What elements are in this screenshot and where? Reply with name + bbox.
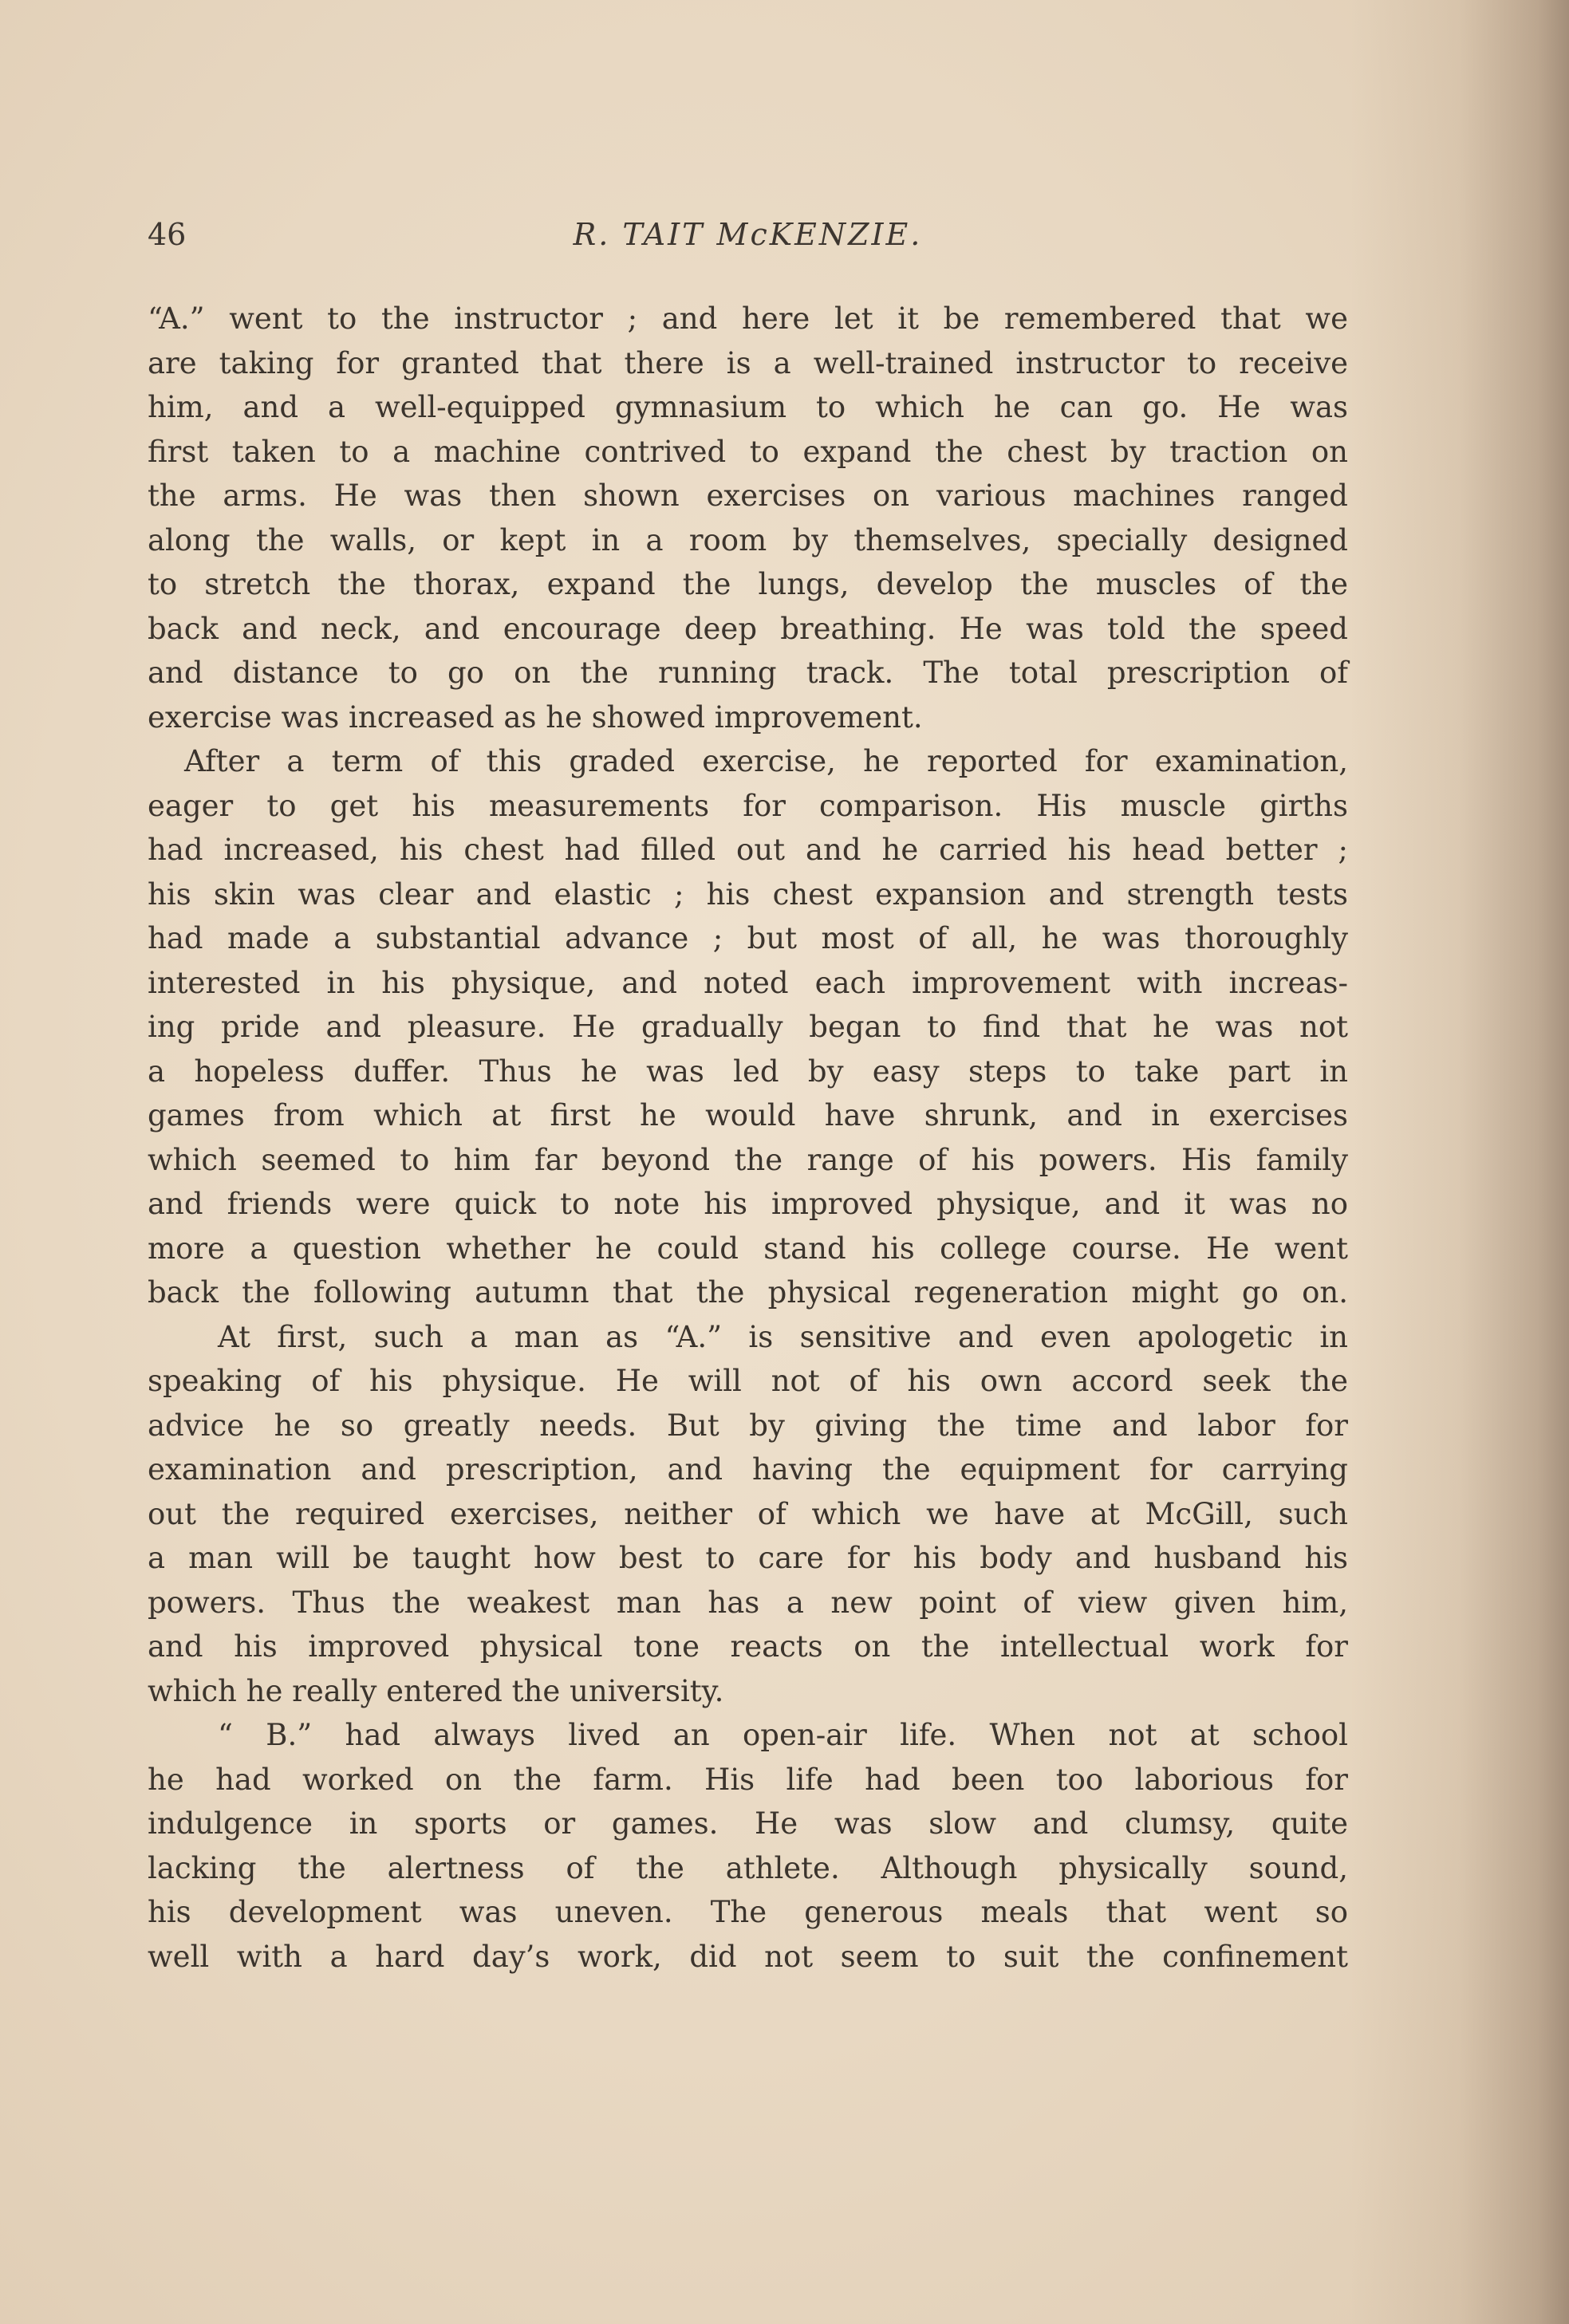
text-line: his skin was clear and elastic ; his chest expansion and strength tests [148,876,1348,912]
text-line: “ B.” had always lived an open-air life. When not at school [218,1718,1348,1752]
text-line: After a term of this graded exercise, he reported for examination, [184,744,1348,778]
body-text [148,297,1348,1979]
text-line: him, and a well-equipped gymnasium to which he can go. He was [148,390,1348,424]
text-line: “A.” went to the instructor ; and here let it be remembered that we [148,301,1348,336]
text-line: ing pride and pleasure. He gradually began to find that he was not [148,1010,1348,1044]
text-line: he had worked on the farm. His life had been too laborious for [148,1762,1348,1797]
text-line: and his improved physical tone reacts on the intellectual work for [148,1629,1348,1664]
text-line: which he really entered the university. [148,1673,724,1708]
text-line: eager to get his measurements for comparison. His muscle girths [148,788,1348,823]
text-line: well with a hard day’s work, did not seem to suit the confinement [148,1939,1348,1974]
text-line: out the required exercises, neither of which we have at McGill, such [148,1496,1348,1531]
text-line: his development was uneven. The generous meals that went so [148,1895,1348,1929]
text-line: the arms. He was then shown exercises on various machines ranged [148,479,1348,513]
text-line: and friends were quick to note his improved physique, and it was no [148,1187,1348,1221]
text-line: advice he so greatly needs. But by giving the time and labor for [148,1408,1348,1443]
text-line: along the walls, or kept in a room by themselves, specially designed [148,522,1348,557]
text-line: had made a substantial advance ; but most of all, he was thoroughly [148,921,1348,955]
running-head: R. TAIT McKENZIE. [573,217,923,252]
text-line: had increased, his chest had filled out and he carried his head better ; [148,833,1348,867]
text-line: are taking for granted that there is a well-trained instructor to receive [148,345,1348,380]
text-line: indulgence in sports or games. He was slow and clumsy, quite [148,1806,1348,1841]
text-line: exercise was increased as he showed improvement. [148,699,923,735]
text-line: a man will be taught how best to care for his body and husband his [148,1541,1348,1575]
text-line: back the following autumn that the physical regeneration might go on. [148,1275,1348,1310]
text-line: lacking the alertness of the athlete. Although physically sound, [148,1850,1348,1885]
page-number: 46 [148,217,187,252]
text-line: first taken to a machine contrived to expand the chest by traction on [148,434,1348,469]
text-line: At first, such a man as “A.” is sensitive and even apologetic in [218,1319,1348,1354]
text-line: which seemed to him far beyond the range of his powers. His family [148,1142,1348,1177]
text-line: games from which at first he would have shrunk, and in exercises [148,1098,1348,1132]
text-line: interested in his physique, and noted each improvement with increas- [148,965,1348,1000]
text-line: examination and prescription, and having the equipment for carrying [148,1452,1348,1487]
text-line: to stretch the thorax, expand the lungs, develop the muscles of the [148,567,1348,601]
text-line: a hopeless duffer. Thus he was led by easy steps to take part in [148,1054,1348,1089]
text-line: more a question whether he could stand his college course. He went [148,1231,1348,1266]
text-line: powers. Thus the weakest man has a new point of view given him, [148,1585,1348,1620]
text-line: back and neck, and encourage deep breathing. He was told the speed [148,611,1348,646]
text-line: and distance to go on the running track. The total prescription of [148,656,1348,690]
page-header [148,217,1348,265]
text-line: speaking of his physique. He will not of his own accord seek the [148,1364,1348,1398]
